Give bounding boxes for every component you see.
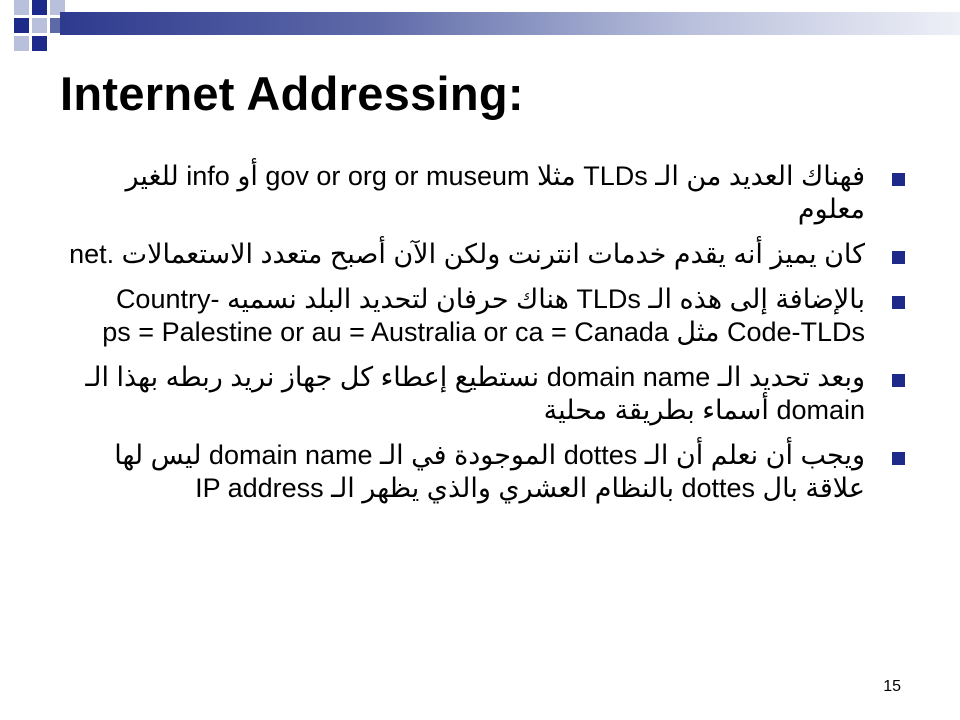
bullet-item	[60, 361, 905, 427]
bullet-text: net. كان يميز أنه يقدم خدمات انترنت ولكن الآن أصبح متعدد الاستعمالات	[69, 239, 865, 269]
bullet-text: فهناك العديد من الـ TLDs مثلا gov or org or museum أو info للغير معلوم	[125, 161, 865, 224]
slide-title: Internet Addressing:	[60, 67, 524, 120]
bullet-item	[60, 283, 905, 349]
bullet-item	[60, 439, 905, 505]
bullet-text: وبعد تحديد الـ domain name نستطيع إعطاء كل جهاز نريد ربطه بهذا الـ domain أسماء بطريقة محلية	[85, 362, 865, 425]
header-gradient-bar	[60, 12, 960, 35]
corner-square-2	[32, 0, 47, 15]
bullet-list	[60, 160, 905, 517]
corner-square-5	[32, 18, 47, 33]
bullet-square-icon	[892, 374, 905, 387]
corner-square-6	[14, 36, 29, 51]
bullet-square-icon	[892, 173, 905, 186]
bullet-text: ويجب أن نعلم أن الـ dottes الموجودة في الـ domain name ليس لها علاقة بال dottes بالنظام العشري والذي يظهر الـ IP address	[114, 440, 865, 503]
page-number: 15	[883, 678, 901, 695]
bullet-text: بالإضافة إلى هذه الـ TLDs هناك حرفان لتحديد البلد نسميه Country-Code-TLDs مثل ps = Palestine or au = Australia or ca = Canada	[102, 284, 865, 347]
bullet-square-icon	[892, 296, 905, 309]
bullet-item	[60, 160, 905, 226]
corner-square-7	[32, 36, 47, 51]
corner-square-1	[14, 0, 29, 15]
corner-square-4	[14, 18, 29, 33]
bullet-square-icon	[892, 251, 905, 264]
bullet-item	[60, 238, 905, 271]
bullet-square-icon	[892, 452, 905, 465]
